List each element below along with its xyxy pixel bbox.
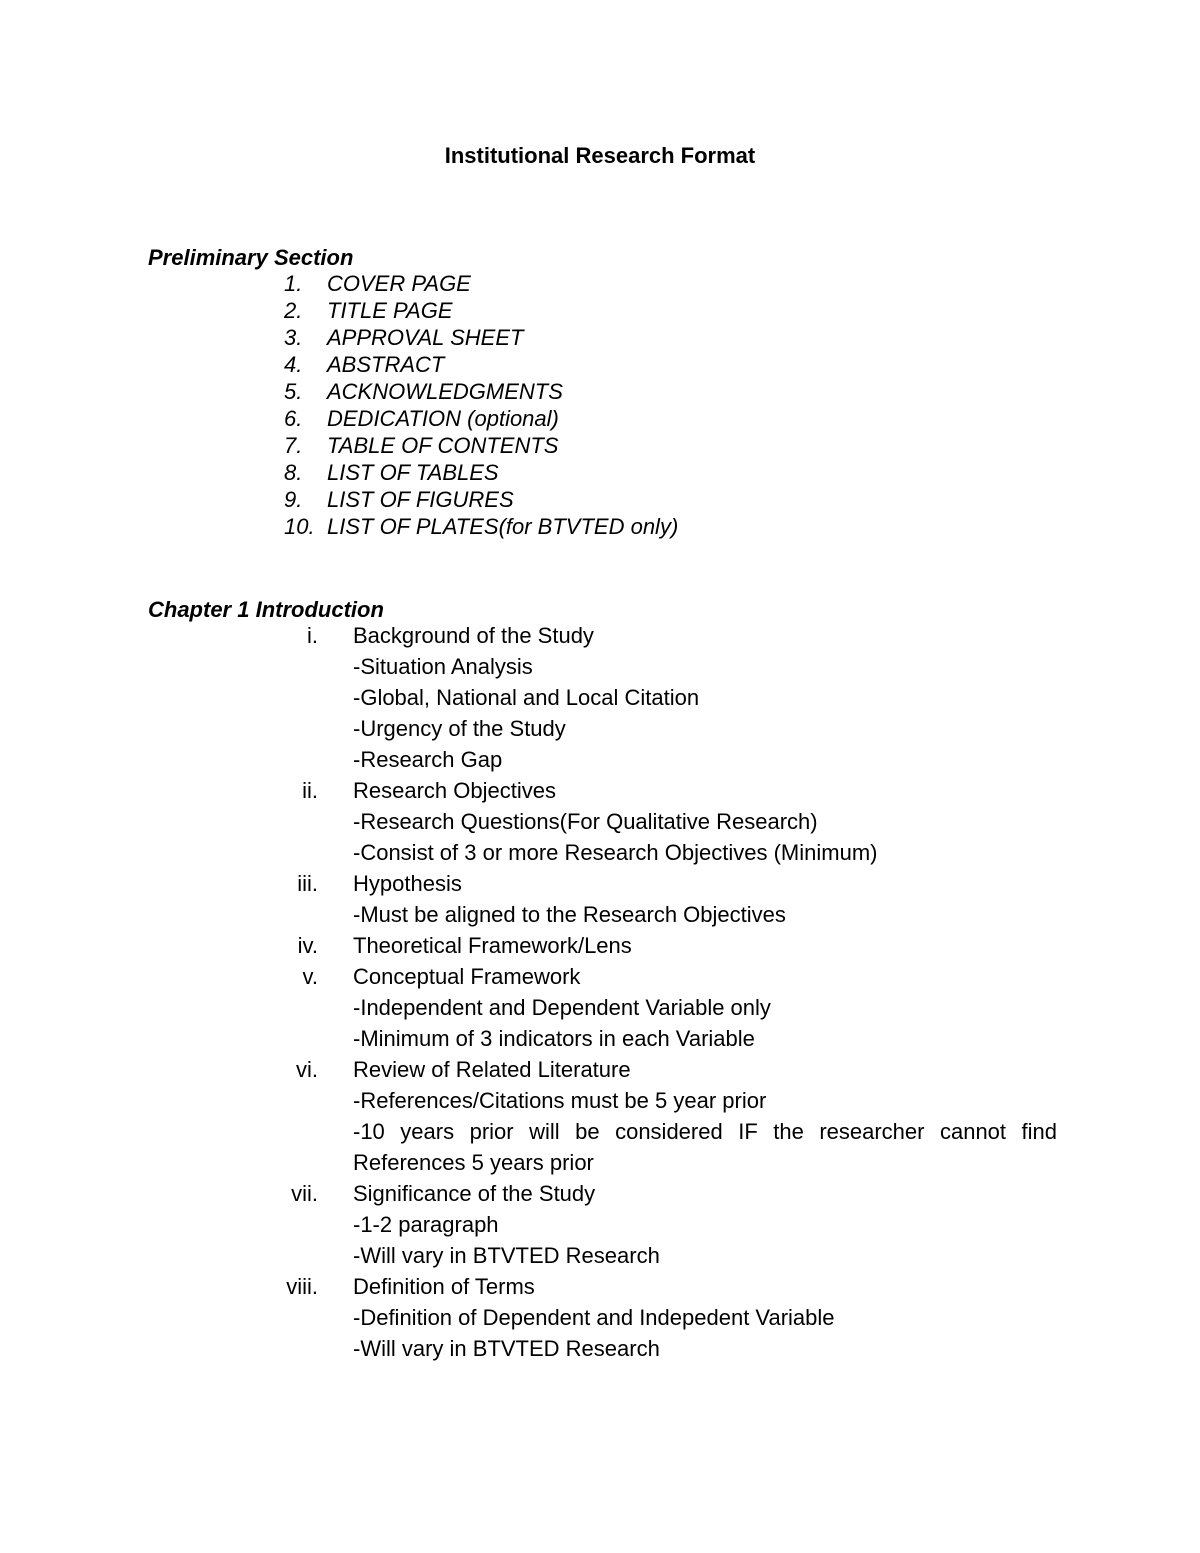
chapter-outline-item [0,620,1200,775]
outline-sub-points [0,1302,1200,1364]
outline-sub-points [0,992,1200,1054]
outline-sub-point: -1-2 paragraph [353,1212,499,1237]
outline-sub-point: -Research Questions(For Qualitative Research) [353,809,818,834]
outline-item-title: Hypothesis [353,871,462,896]
preliminary-item [0,351,1200,378]
preliminary-item-label: TITLE PAGE [327,298,453,323]
outline-sub-points [0,1209,1200,1271]
outline-sub-point: -Consist of 3 or more Research Objectives (Minimum) [353,840,878,865]
preliminary-item-label: APPROVAL SHEET [327,325,524,350]
outline-sub-point: -Minimum of 3 indicators in each Variable [353,1026,755,1051]
outline-sub-point: -Global, National and Local Citation [353,685,700,710]
outline-sub-point: -Will vary in BTVTED Research [353,1243,660,1268]
preliminary-item-number: 4. [284,352,303,377]
preliminary-item [0,405,1200,432]
outline-roman-numeral: vi. [296,1057,318,1082]
preliminary-item-number: 9. [284,487,303,512]
outline-sub-points [0,1085,1200,1178]
outline-sub-points [0,651,1200,775]
preliminary-item-number: 10. [284,514,315,539]
preliminary-item-number: 8. [284,460,303,485]
preliminary-section-heading: Preliminary Section [148,245,354,270]
preliminary-item-label: LIST OF PLATES(for BTVTED only) [327,514,679,539]
outline-sub-point: -Will vary in BTVTED Research [353,1336,660,1361]
preliminary-item [0,270,1200,297]
preliminary-item-label: ACKNOWLEDGMENTS [327,379,563,404]
preliminary-item [0,486,1200,513]
preliminary-item [0,324,1200,351]
preliminary-item [0,513,1200,540]
preliminary-item-number: 5. [284,379,303,404]
chapter-outline-item [0,775,1200,868]
preliminary-item [0,459,1200,486]
outline-sub-point: -Urgency of the Study [353,716,566,741]
outline-sub-point: -References/Citations must be 5 year prior [353,1088,767,1113]
preliminary-item [0,297,1200,324]
preliminary-item [0,378,1200,405]
preliminary-item-number: 2. [284,298,303,323]
preliminary-item-label: ABSTRACT [327,352,445,377]
outline-item-title: Significance of the Study [353,1181,596,1206]
outline-roman-numeral: iv. [297,933,318,958]
chapter-outline-item [0,961,1200,1054]
preliminary-item-number: 1. [284,271,303,296]
chapter-outline-item [0,1271,1200,1364]
outline-roman-numeral: ii. [302,778,318,803]
preliminary-item-number: 3. [284,325,303,350]
chapter-outline-item [0,868,1200,930]
chapter-1-heading: Chapter 1 Introduction [148,597,384,622]
outline-sub-point: -Definition of Dependent and Indepedent Variable [353,1305,835,1330]
preliminary-item-number: 6. [284,406,303,431]
outline-sub-points [0,806,1200,868]
outline-roman-numeral: v. [302,964,318,989]
outline-item-title: Research Objectives [353,778,556,803]
chapter-outline-item [0,1054,1200,1178]
chapter-outline-item [0,1178,1200,1271]
outline-roman-numeral: i. [307,623,318,648]
preliminary-item-number: 7. [284,433,303,458]
document-title: Institutional Research Format [444,143,756,168]
outline-item-title: Background of the Study [353,623,594,648]
outline-roman-numeral: viii. [286,1274,318,1299]
outline-sub-point: -Situation Analysis [353,654,533,679]
outline-item-title: Theoretical Framework/Lens [353,933,632,958]
preliminary-item-label: TABLE OF CONTENTS [327,433,559,458]
preliminary-item-label: COVER PAGE [327,271,471,296]
outline-item-title: Conceptual Framework [353,964,581,989]
outline-sub-points [0,899,1200,930]
preliminary-item-label: LIST OF TABLES [327,460,499,485]
chapter-outline-item [0,930,1200,961]
outline-roman-numeral: iii. [297,871,318,896]
outline-item-title: Definition of Terms [353,1274,535,1299]
outline-roman-numeral: vii. [291,1181,318,1206]
outline-sub-point: -Must be aligned to the Research Objectives [353,902,786,927]
outline-sub-point: -10 years prior will be considered IF the researcher cannot find References 5 years prior [353,1119,1057,1175]
preliminary-item-label: DEDICATION (optional) [327,406,559,431]
preliminary-list [0,270,1200,540]
preliminary-item-label: LIST OF FIGURES [327,487,514,512]
outline-sub-point: -Research Gap [353,747,503,772]
preliminary-item [0,432,1200,459]
chapter-1-outline [0,620,1200,1364]
outline-item-title: Review of Related Literature [353,1057,631,1082]
outline-sub-point: -Independent and Dependent Variable only [353,995,771,1020]
